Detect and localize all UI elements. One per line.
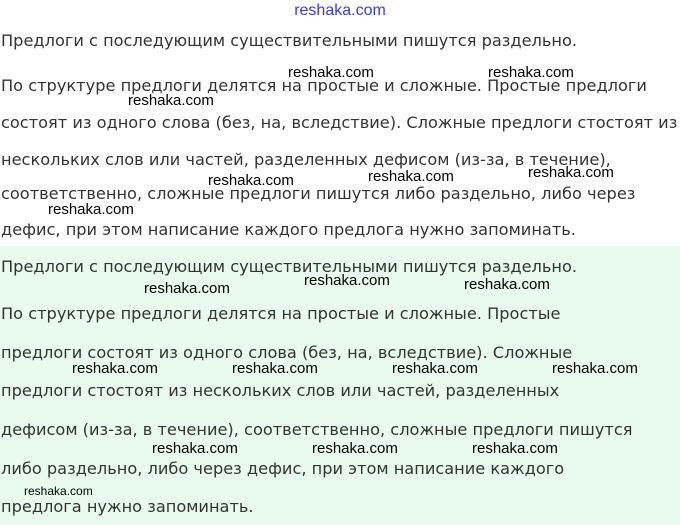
watermark: reshaka.com xyxy=(24,484,93,498)
text-line: нескольких слов или частей, разделенных дефисом (из-за, в течение), xyxy=(1,150,611,169)
watermark: reshaka.com xyxy=(392,360,478,377)
text-line: дефисом (из-за, в течение), соответственно, сложные предлоги пишутся xyxy=(1,420,633,439)
text-line: предлога нужно запоминать. xyxy=(1,497,254,516)
watermark: reshaka.com xyxy=(288,64,374,81)
text-line: Предлоги с последующим существительными пишутся раздельно. xyxy=(1,31,578,50)
text-line: По структуре предлоги делятся на простые и сложные. Простые xyxy=(1,304,561,323)
watermark: reshaka.com xyxy=(304,272,390,289)
watermark: reshaka.com xyxy=(72,360,158,377)
text-line: По структуре предлоги делятся на простые и сложные. Простые предлоги xyxy=(1,76,647,95)
watermark: reshaka.com xyxy=(128,92,214,109)
text-block-highlighted xyxy=(0,246,680,525)
watermark: reshaka.com xyxy=(464,276,550,293)
text-line: предлоги стостоят из нескольких слов или частей, разделенных xyxy=(1,381,560,400)
site-link[interactable]: reshaka.com xyxy=(294,2,386,19)
text-line: либо раздельно, либо через дефис, при этом написание каждого xyxy=(1,459,565,478)
watermark: reshaka.com xyxy=(528,164,614,181)
watermark: reshaka.com xyxy=(472,440,558,457)
watermark: reshaka.com xyxy=(152,440,238,457)
watermark: reshaka.com xyxy=(368,168,454,185)
watermark: reshaka.com xyxy=(208,172,294,189)
watermark: reshaka.com xyxy=(552,360,638,377)
text-line: предлоги состоят из одного слова (без, на, вследствие). Сложные xyxy=(1,343,573,362)
watermark: reshaka.com xyxy=(488,64,574,81)
watermark: reshaka.com xyxy=(48,201,134,218)
text-line: Предлоги с последующим существительными пишутся раздельно. xyxy=(1,257,578,276)
watermark: reshaka.com xyxy=(232,360,318,377)
watermark: reshaka.com xyxy=(312,440,398,457)
text-line: состоят из одного слова (без, на, вследствие). Сложные предлоги стостоят из xyxy=(1,113,678,132)
text-line: соответственно, сложные предлоги пишутся либо раздельно, либо через xyxy=(1,184,636,203)
watermark: reshaka.com xyxy=(144,280,230,297)
text-line: дефис, при этом написание каждого предлога нужно запоминать. xyxy=(1,220,576,239)
text-block-plain xyxy=(0,22,680,246)
